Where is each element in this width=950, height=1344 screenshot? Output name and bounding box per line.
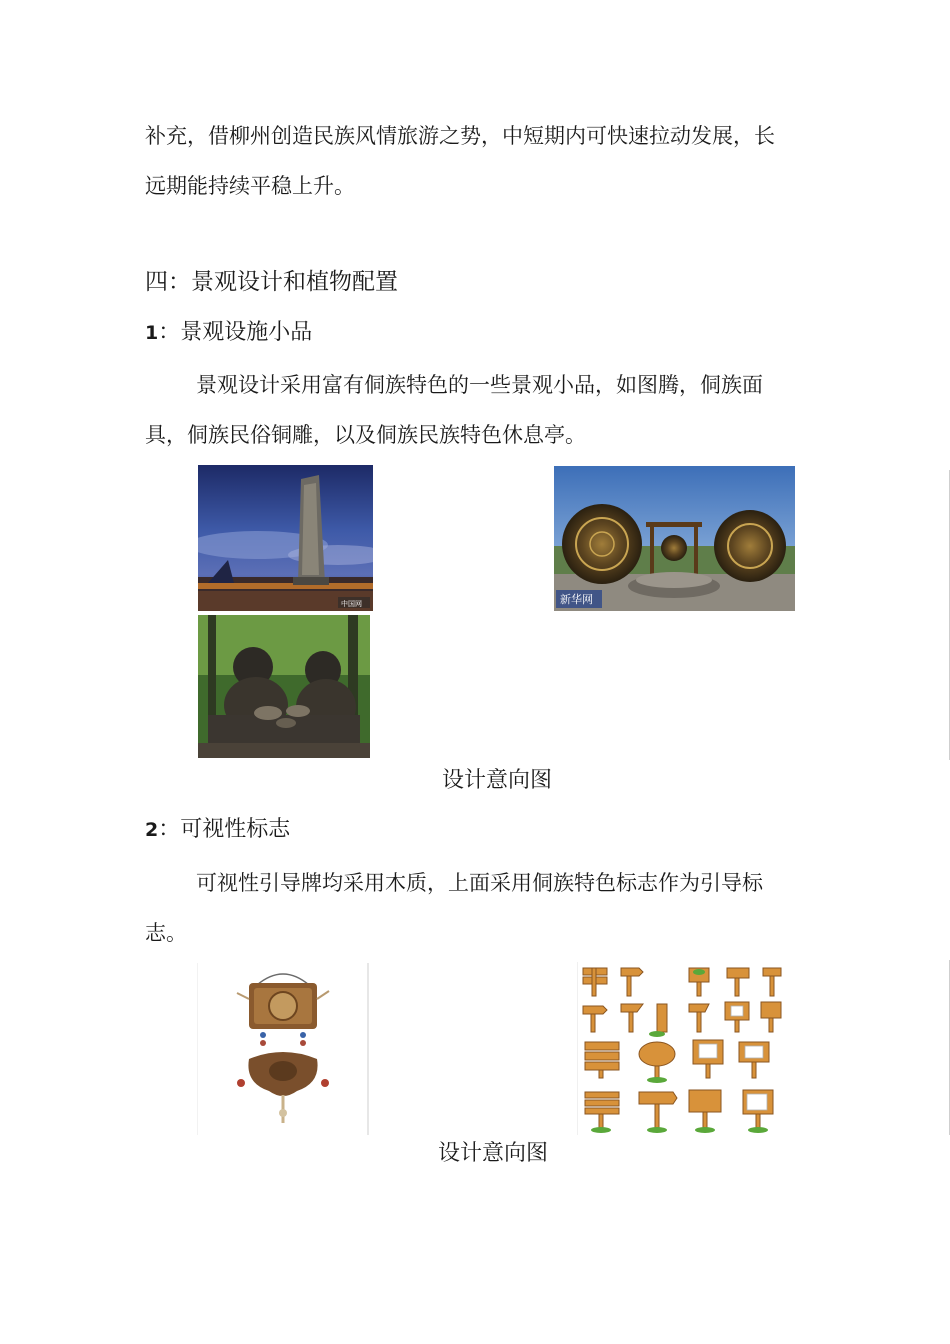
bronze-drums-photo [554, 466, 795, 611]
paragraph-line: 补充，借柳州创造民族风情旅游之势，中短期内可快速拉动发展，长 [145, 124, 775, 148]
totem-watermark: 中国网 [341, 600, 362, 608]
paragraph-line: 志。 [145, 921, 187, 945]
subsection-number: 2 [145, 819, 159, 841]
wooden-signposts-photo [577, 962, 786, 1135]
figure-caption: 设计意向图 [438, 1141, 549, 1166]
paragraph-line: 景观设计采用富有侗族特色的一些景观小品，如图腾，侗族面 [196, 373, 763, 397]
wooden-hanging-sign-photo [197, 963, 369, 1135]
paragraph-line: 具，侗族民俗铜雕，以及侗族民族特色休息亭。 [145, 423, 586, 447]
subsection-title: ：可视性标志 [158, 817, 291, 842]
totem-tower-photo [198, 465, 373, 611]
bronze-sculpture-photo [198, 615, 370, 758]
figure-caption: 设计意向图 [442, 768, 553, 793]
drums-watermark: 新华网 [560, 593, 593, 606]
section-heading: 四：景观设计和植物配置 [145, 269, 398, 295]
subsection-heading [145, 318, 312, 348]
paragraph-line: 远期能持续平稳上升。 [145, 174, 355, 198]
subsection-heading [145, 815, 290, 845]
subsection-number: 1 [145, 322, 159, 344]
paragraph-line: 可视性引导牌均采用木质，上面采用侗族特色标志作为引导标 [196, 871, 763, 895]
subsection-title: ：景观设施小品 [158, 320, 313, 345]
